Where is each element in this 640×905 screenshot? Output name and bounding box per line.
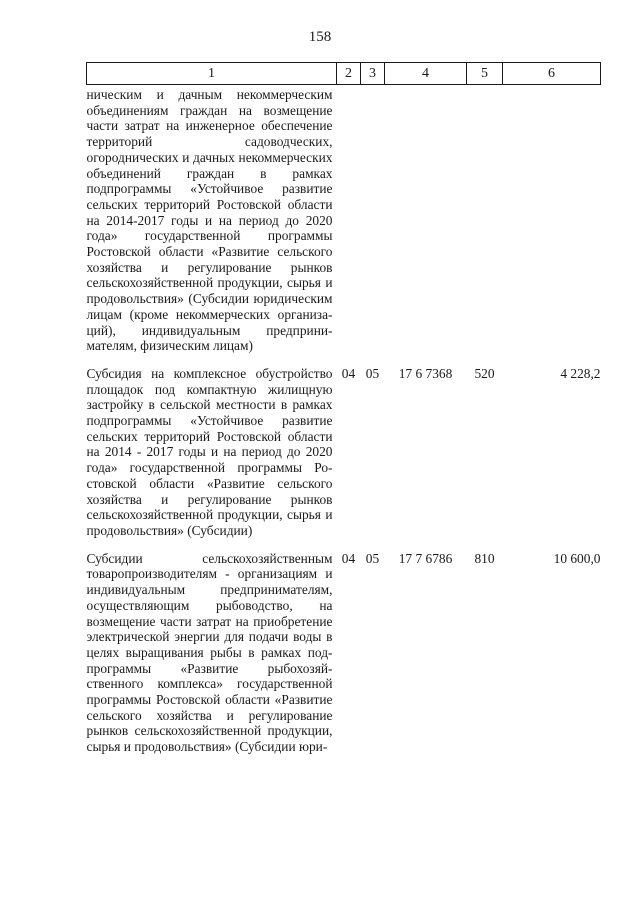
- row-subsection-code: 05: [365, 550, 380, 566]
- row-amount: [503, 85, 601, 354]
- row-amount: 10 600,0: [553, 550, 601, 566]
- row-section-code: 04: [341, 550, 356, 566]
- column-header-1: 1: [87, 63, 337, 85]
- column-header-6: 6: [503, 63, 601, 85]
- row-subsection-code: 05: [365, 365, 380, 381]
- row-section-code: [337, 85, 361, 354]
- budget-table: [86, 62, 601, 755]
- row-section-code: 04: [341, 365, 356, 381]
- row-description: Субсидии сельскохозяйственным товаропроизводителям - организациям и индивидуальным предпринимателям, осуществляющим рыбоводство, на возмещение части затрат на приобретение электрической энергии для подачи воды в целях выращивания рыбы в рамках подпрограммы «Развитие рыбохозяйственного комплекса» государственной программы Ростовской области «Развитие сельского хозяйства и регулирование рынков сельскохозяйственной продукции, сырья и продовольствия» (Субсидии юри-: [86, 550, 333, 755]
- table-header-row: [87, 63, 601, 85]
- row-expense-type: 810: [474, 550, 495, 566]
- row-subsection-code: [361, 85, 385, 354]
- row-expense-type: [467, 85, 503, 354]
- column-header-2: 2: [337, 63, 361, 85]
- column-header-4: 4: [385, 63, 467, 85]
- table-row: [87, 85, 601, 354]
- row-description: Субсидия на комплексное обустройство площадок под компактную жилищную застройку в сельской местности в рамках подпрограммы «Устойчивое развитие сельских территорий Ростовской области на 2014 - 2017 годы и на период до 2020 года» государственной программы Ростовской области «Развитие сельского хозяйства и регулирование рынков сельскохозяйственной продукции, сырья и продовольствия» (Субсидии): [86, 365, 333, 538]
- column-header-3: 3: [361, 63, 385, 85]
- column-header-5: 5: [467, 63, 503, 85]
- row-amount: 4 228,2: [560, 365, 601, 381]
- page-number: 158: [308, 29, 332, 45]
- row-description: ническим и дачным некоммерческим объединениям граждан на возмещение части затрат на инженерное обеспечение территорий садоводческих, огороднических и дачных некоммерческих объединений граждан в рамках подпрограммы «Устойчивое развитие сельских территорий Ростовской области на 2014-2017 годы и на период до 2020 года» государственной программы Ростовской области «Развитие сельского хозяйства и регулирование рынков сельскохозяйственной продукции, сырья и продовольствия» (Субсидии юридическим лицам (кроме некоммерческих организаций), индивидуальным предпринимателям, физическим лицам): [86, 87, 333, 354]
- row-expense-type: 520: [474, 365, 495, 381]
- row-target-article: [385, 85, 467, 354]
- table-row: [87, 539, 601, 755]
- row-target-article: 17 6 7368: [398, 365, 453, 381]
- row-target-article: 17 7 6786: [398, 550, 453, 566]
- table-row: [87, 354, 601, 539]
